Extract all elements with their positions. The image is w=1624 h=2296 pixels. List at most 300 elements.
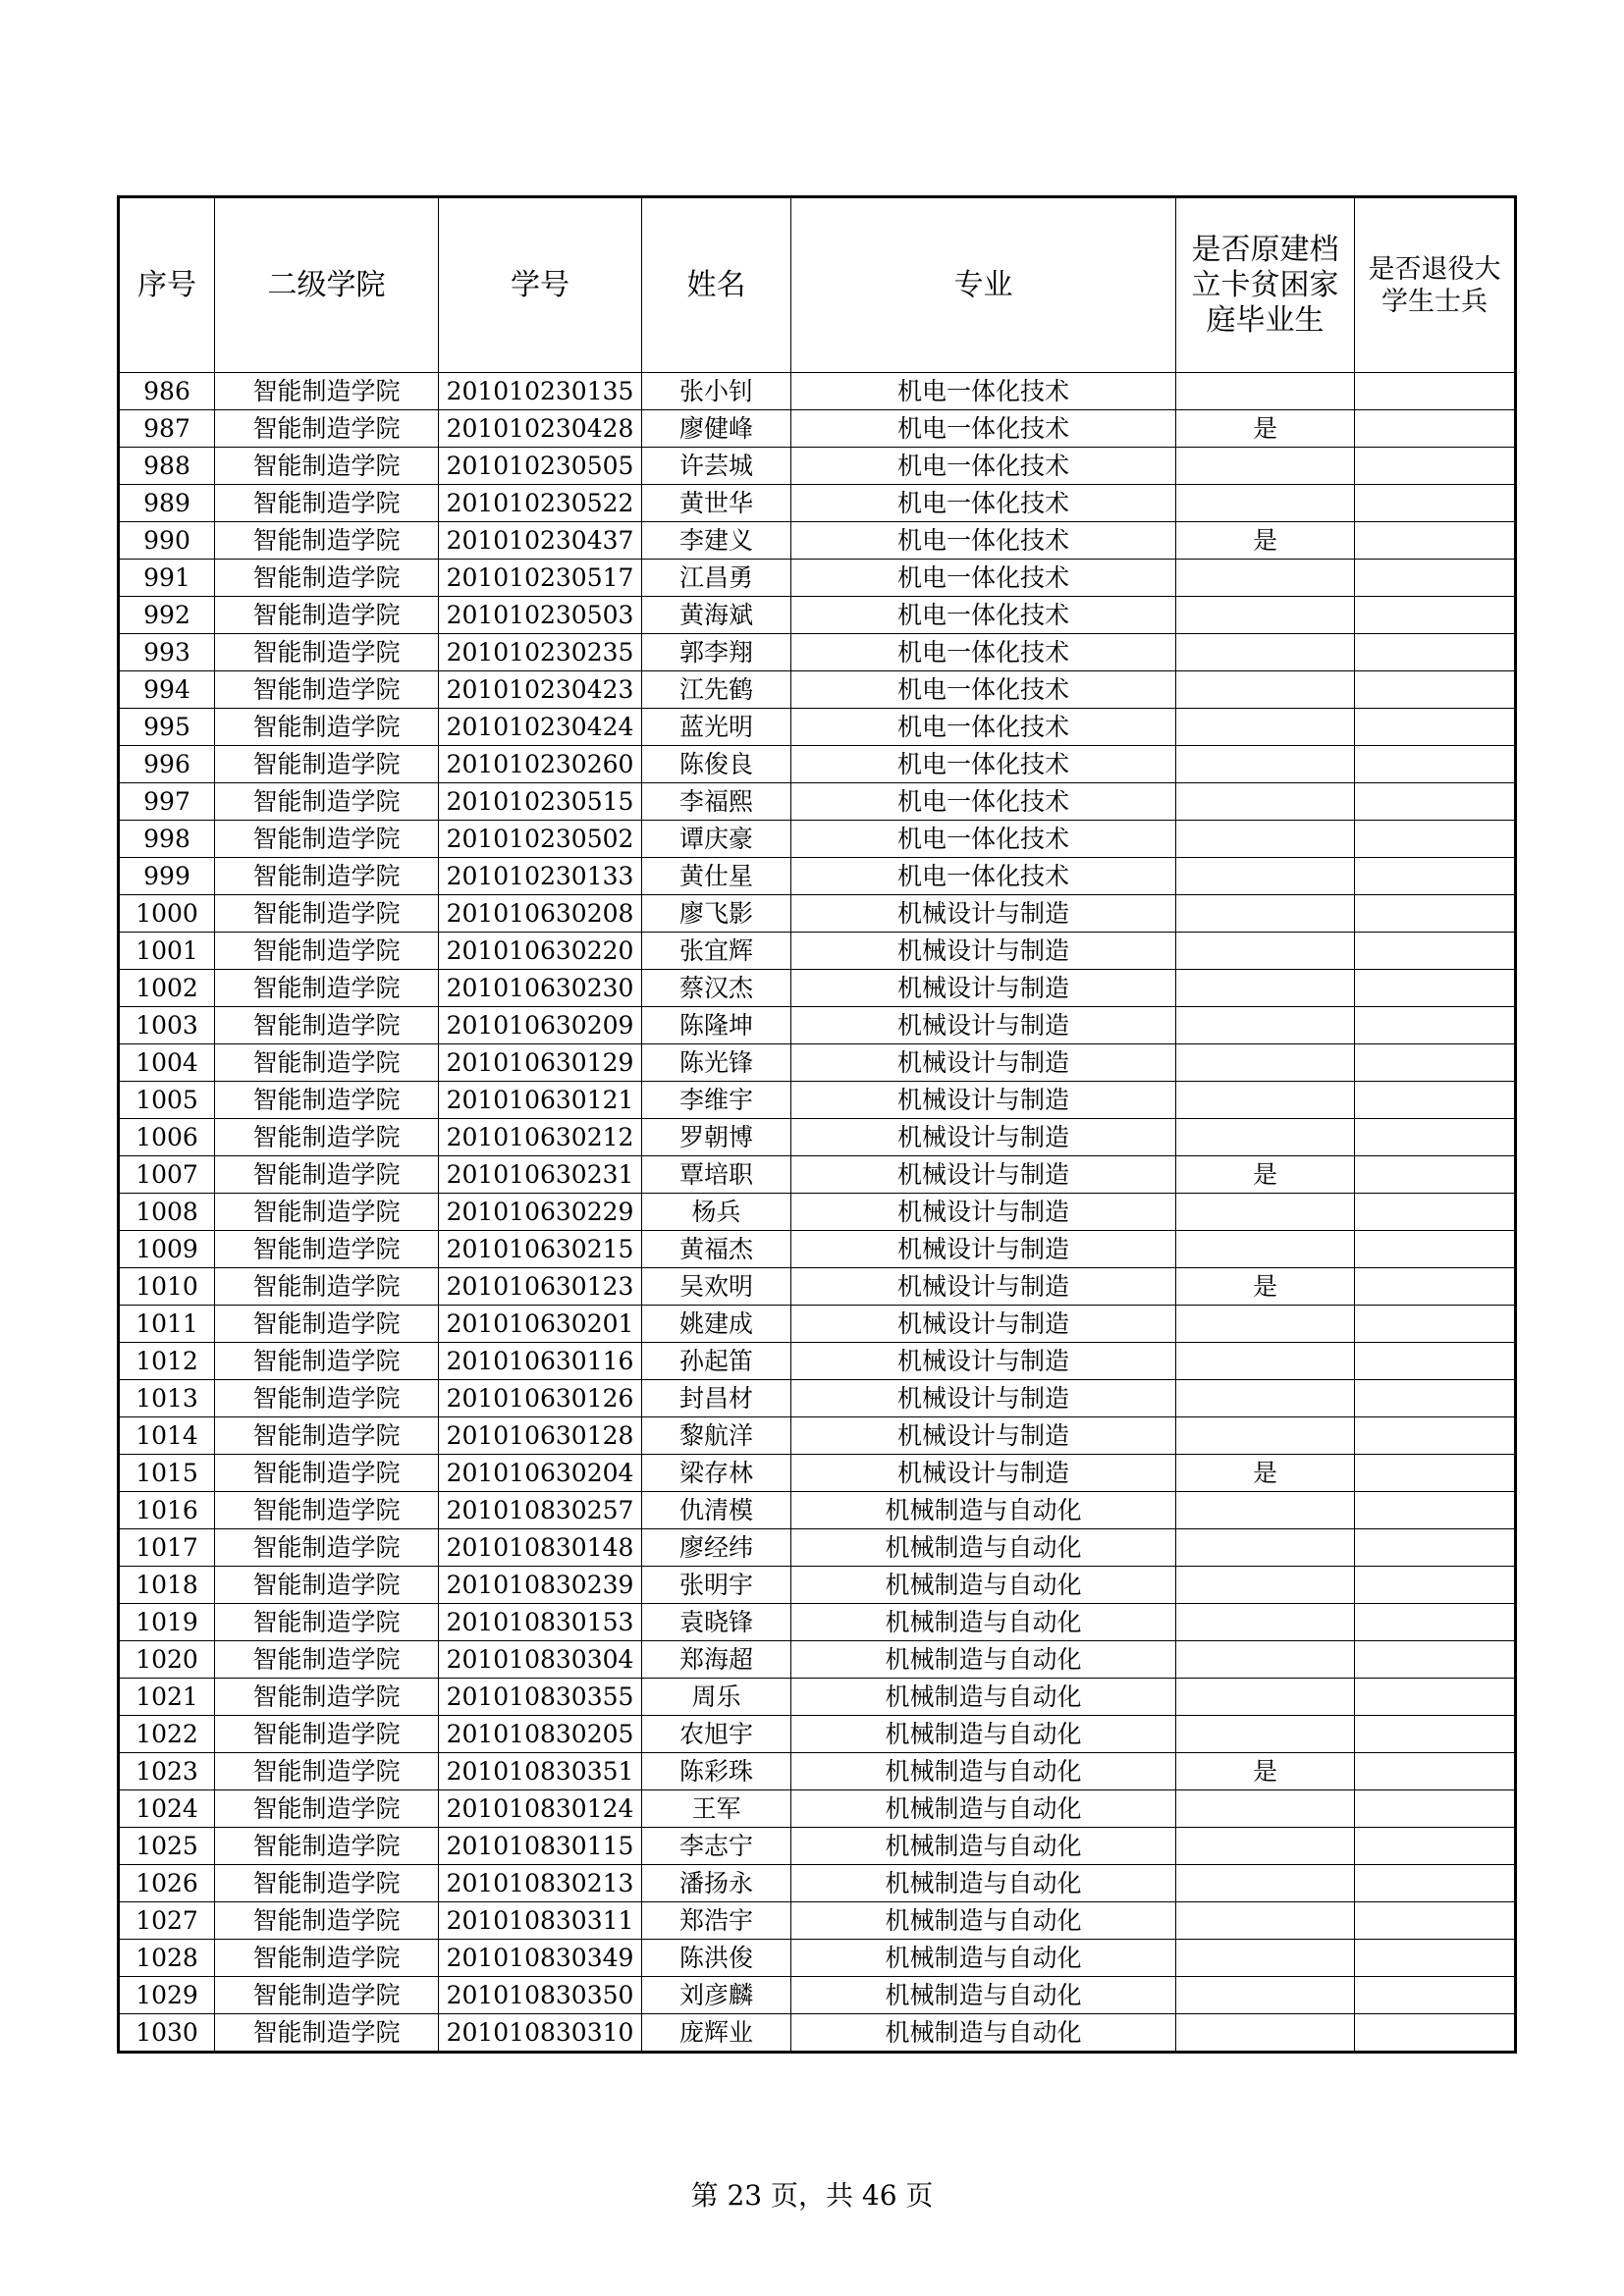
table-row — [119, 858, 1516, 895]
cell-seq: 990 — [119, 522, 215, 560]
cell-college: 智能制造学院 — [215, 1455, 439, 1492]
cell-veteran-status — [1355, 634, 1516, 671]
cell-veteran-status — [1355, 597, 1516, 634]
cell-poverty-status: 是 — [1176, 1455, 1355, 1492]
cell-name: 陈隆坤 — [642, 1007, 791, 1044]
cell-poverty-status — [1176, 1231, 1355, 1268]
cell-major: 机械设计与制造 — [791, 970, 1176, 1007]
cell-veteran-status — [1355, 1082, 1516, 1119]
cell-major: 机电一体化技术 — [791, 709, 1176, 746]
table-row — [119, 560, 1516, 597]
cell-college: 智能制造学院 — [215, 1380, 439, 1417]
cell-student-id: 201010630215 — [439, 1231, 642, 1268]
table-row — [119, 1082, 1516, 1119]
cell-seq: 1005 — [119, 1082, 215, 1119]
cell-veteran-status — [1355, 1641, 1516, 1679]
cell-name: 庞辉业 — [642, 2014, 791, 2053]
cell-major: 机电一体化技术 — [791, 373, 1176, 410]
cell-poverty-status — [1176, 895, 1355, 933]
cell-student-id: 201010830124 — [439, 1790, 642, 1828]
cell-veteran-status — [1355, 1119, 1516, 1156]
cell-name: 罗朝博 — [642, 1119, 791, 1156]
cell-name: 李福熙 — [642, 783, 791, 821]
table-row — [119, 783, 1516, 821]
cell-name: 潘扬永 — [642, 1865, 791, 1902]
cell-name: 李志宁 — [642, 1828, 791, 1865]
cell-poverty-status: 是 — [1176, 1156, 1355, 1194]
cell-college: 智能制造学院 — [215, 560, 439, 597]
cell-veteran-status — [1355, 1567, 1516, 1604]
cell-college: 智能制造学院 — [215, 1753, 439, 1790]
cell-major: 机械制造与自动化 — [791, 1567, 1176, 1604]
cell-veteran-status — [1355, 1007, 1516, 1044]
table-row — [119, 448, 1516, 485]
cell-student-id: 201010230424 — [439, 709, 642, 746]
cell-poverty-status — [1176, 1902, 1355, 1940]
cell-student-id: 201010630129 — [439, 1044, 642, 1082]
cell-college: 智能制造学院 — [215, 485, 439, 522]
cell-college: 智能制造学院 — [215, 1306, 439, 1343]
cell-poverty-status — [1176, 1417, 1355, 1455]
cell-poverty-status — [1176, 1679, 1355, 1716]
cell-veteran-status — [1355, 1194, 1516, 1231]
cell-poverty-status — [1176, 1380, 1355, 1417]
cell-student-id: 201010230517 — [439, 560, 642, 597]
table-row — [119, 1343, 1516, 1380]
cell-college: 智能制造学院 — [215, 1790, 439, 1828]
table-row — [119, 1865, 1516, 1902]
cell-seq: 995 — [119, 709, 215, 746]
cell-seq: 1028 — [119, 1940, 215, 1977]
cell-student-id: 201010830304 — [439, 1641, 642, 1679]
table-row — [119, 522, 1516, 560]
cell-poverty-status — [1176, 671, 1355, 709]
cell-seq: 1016 — [119, 1492, 215, 1529]
cell-student-id: 201010830355 — [439, 1679, 642, 1716]
cell-veteran-status — [1355, 1902, 1516, 1940]
cell-name: 许芸城 — [642, 448, 791, 485]
cell-veteran-status — [1355, 1977, 1516, 2014]
cell-seq: 1019 — [119, 1604, 215, 1641]
cell-poverty-status — [1176, 1343, 1355, 1380]
cell-veteran-status — [1355, 671, 1516, 709]
cell-seq: 1027 — [119, 1902, 215, 1940]
cell-veteran-status — [1355, 1156, 1516, 1194]
cell-poverty-status — [1176, 1977, 1355, 2014]
cell-poverty-status — [1176, 1828, 1355, 1865]
cell-name: 仇清模 — [642, 1492, 791, 1529]
cell-name: 廖健峰 — [642, 410, 791, 448]
cell-seq: 999 — [119, 858, 215, 895]
table-row — [119, 1902, 1516, 1940]
cell-major: 机电一体化技术 — [791, 634, 1176, 671]
cell-seq: 1012 — [119, 1343, 215, 1380]
cell-student-id: 201010630116 — [439, 1343, 642, 1380]
cell-seq: 992 — [119, 597, 215, 634]
cell-seq: 1023 — [119, 1753, 215, 1790]
cell-veteran-status — [1355, 522, 1516, 560]
cell-college: 智能制造学院 — [215, 970, 439, 1007]
cell-poverty-status — [1176, 1567, 1355, 1604]
cell-college: 智能制造学院 — [215, 634, 439, 671]
cell-college: 智能制造学院 — [215, 1119, 439, 1156]
cell-veteran-status — [1355, 1492, 1516, 1529]
cell-poverty-status — [1176, 1865, 1355, 1902]
cell-poverty-status — [1176, 821, 1355, 858]
cell-student-id: 201010630212 — [439, 1119, 642, 1156]
cell-veteran-status — [1355, 448, 1516, 485]
cell-name: 蔡汉杰 — [642, 970, 791, 1007]
cell-student-id: 201010630208 — [439, 895, 642, 933]
table-body — [119, 373, 1516, 2053]
table-row — [119, 1977, 1516, 2014]
table-row — [119, 1380, 1516, 1417]
cell-seq: 989 — [119, 485, 215, 522]
cell-poverty-status — [1176, 1044, 1355, 1082]
table-row — [119, 1828, 1516, 1865]
table-row — [119, 1529, 1516, 1567]
cell-name: 刘彦麟 — [642, 1977, 791, 2014]
cell-college: 智能制造学院 — [215, 671, 439, 709]
cell-seq: 1011 — [119, 1306, 215, 1343]
cell-student-id: 201010630204 — [439, 1455, 642, 1492]
cell-poverty-status: 是 — [1176, 1753, 1355, 1790]
cell-seq: 1026 — [119, 1865, 215, 1902]
cell-college: 智能制造学院 — [215, 1604, 439, 1641]
cell-poverty-status — [1176, 1529, 1355, 1567]
cell-college: 智能制造学院 — [215, 746, 439, 783]
cell-seq: 1025 — [119, 1828, 215, 1865]
cell-name: 郭李翔 — [642, 634, 791, 671]
cell-poverty-status: 是 — [1176, 1268, 1355, 1306]
cell-student-id: 201010230135 — [439, 373, 642, 410]
cell-student-id: 201010230437 — [439, 522, 642, 560]
cell-name: 李维宇 — [642, 1082, 791, 1119]
table-row — [119, 1417, 1516, 1455]
table-row — [119, 895, 1516, 933]
cell-veteran-status — [1355, 933, 1516, 970]
cell-name: 梁存林 — [642, 1455, 791, 1492]
cell-student-id: 201010630128 — [439, 1417, 642, 1455]
cell-name: 谭庆豪 — [642, 821, 791, 858]
cell-name: 江先鹤 — [642, 671, 791, 709]
cell-veteran-status — [1355, 1306, 1516, 1343]
cell-name: 周乐 — [642, 1679, 791, 1716]
cell-major: 机电一体化技术 — [791, 746, 1176, 783]
cell-student-id: 201010830115 — [439, 1828, 642, 1865]
cell-poverty-status: 是 — [1176, 410, 1355, 448]
cell-poverty-status — [1176, 1641, 1355, 1679]
cell-poverty-status — [1176, 2014, 1355, 2053]
cell-major: 机电一体化技术 — [791, 410, 1176, 448]
cell-college: 智能制造学院 — [215, 1044, 439, 1082]
cell-veteran-status — [1355, 1455, 1516, 1492]
cell-student-id: 201010630230 — [439, 970, 642, 1007]
cell-veteran-status — [1355, 2014, 1516, 2053]
cell-major: 机电一体化技术 — [791, 597, 1176, 634]
table-row — [119, 746, 1516, 783]
cell-major: 机械制造与自动化 — [791, 1641, 1176, 1679]
cell-name: 黄仕星 — [642, 858, 791, 895]
cell-student-id: 201010230428 — [439, 410, 642, 448]
graduate-roster-table — [117, 195, 1517, 2054]
cell-student-id: 201010230260 — [439, 746, 642, 783]
cell-name: 陈彩珠 — [642, 1753, 791, 1790]
cell-student-id: 201010230503 — [439, 597, 642, 634]
cell-name: 廖飞影 — [642, 895, 791, 933]
header-veteran-status: 是否退役大学生士兵 — [1355, 197, 1516, 373]
cell-name: 郑浩宇 — [642, 1902, 791, 1940]
cell-poverty-status — [1176, 1007, 1355, 1044]
cell-poverty-status — [1176, 373, 1355, 410]
cell-student-id: 201010830351 — [439, 1753, 642, 1790]
cell-name: 袁晓锋 — [642, 1604, 791, 1641]
cell-name: 郑海超 — [642, 1641, 791, 1679]
table-row — [119, 671, 1516, 709]
cell-veteran-status — [1355, 1604, 1516, 1641]
cell-college: 智能制造学院 — [215, 709, 439, 746]
cell-student-id: 201010830148 — [439, 1529, 642, 1567]
cell-major: 机械设计与制造 — [791, 1417, 1176, 1455]
cell-major: 机械制造与自动化 — [791, 1753, 1176, 1790]
cell-poverty-status — [1176, 1492, 1355, 1529]
cell-veteran-status — [1355, 560, 1516, 597]
cell-seq: 1015 — [119, 1455, 215, 1492]
cell-college: 智能制造学院 — [215, 1865, 439, 1902]
cell-veteran-status — [1355, 1753, 1516, 1790]
cell-seq: 986 — [119, 373, 215, 410]
table-row — [119, 1119, 1516, 1156]
cell-seq: 1001 — [119, 933, 215, 970]
table-row — [119, 1753, 1516, 1790]
table-row — [119, 1455, 1516, 1492]
cell-student-id: 201010830310 — [439, 2014, 642, 2053]
cell-student-id: 201010230515 — [439, 783, 642, 821]
cell-poverty-status — [1176, 1716, 1355, 1753]
cell-major: 机械设计与制造 — [791, 1044, 1176, 1082]
cell-college: 智能制造学院 — [215, 1641, 439, 1679]
header-major: 专业 — [791, 197, 1176, 373]
cell-student-id: 201010230235 — [439, 634, 642, 671]
cell-poverty-status — [1176, 933, 1355, 970]
table-row — [119, 1044, 1516, 1082]
cell-poverty-status — [1176, 560, 1355, 597]
cell-poverty-status — [1176, 485, 1355, 522]
cell-major: 机械设计与制造 — [791, 1455, 1176, 1492]
cell-seq: 987 — [119, 410, 215, 448]
cell-seq: 1003 — [119, 1007, 215, 1044]
cell-poverty-status — [1176, 1119, 1355, 1156]
cell-college: 智能制造学院 — [215, 2014, 439, 2053]
cell-poverty-status — [1176, 746, 1355, 783]
cell-student-id: 201010630229 — [439, 1194, 642, 1231]
cell-seq: 1020 — [119, 1641, 215, 1679]
cell-major: 机电一体化技术 — [791, 485, 1176, 522]
cell-veteran-status — [1355, 1417, 1516, 1455]
cell-college: 智能制造学院 — [215, 858, 439, 895]
cell-name: 陈俊良 — [642, 746, 791, 783]
cell-veteran-status — [1355, 895, 1516, 933]
cell-seq: 1004 — [119, 1044, 215, 1082]
table-row — [119, 1492, 1516, 1529]
cell-major: 机械制造与自动化 — [791, 1977, 1176, 2014]
cell-poverty-status — [1176, 970, 1355, 1007]
cell-student-id: 201010630209 — [439, 1007, 642, 1044]
cell-seq: 993 — [119, 634, 215, 671]
cell-college: 智能制造学院 — [215, 410, 439, 448]
cell-college: 智能制造学院 — [215, 895, 439, 933]
cell-student-id: 201010230522 — [439, 485, 642, 522]
cell-college: 智能制造学院 — [215, 597, 439, 634]
cell-veteran-status — [1355, 1231, 1516, 1268]
cell-major: 机电一体化技术 — [791, 858, 1176, 895]
cell-seq: 1021 — [119, 1679, 215, 1716]
cell-major: 机械制造与自动化 — [791, 1679, 1176, 1716]
cell-seq: 998 — [119, 821, 215, 858]
cell-veteran-status — [1355, 1044, 1516, 1082]
cell-name: 黄世华 — [642, 485, 791, 522]
cell-college: 智能制造学院 — [215, 1679, 439, 1716]
cell-seq: 1017 — [119, 1529, 215, 1567]
cell-student-id: 201010830153 — [439, 1604, 642, 1641]
cell-veteran-status — [1355, 1790, 1516, 1828]
table-row — [119, 410, 1516, 448]
cell-name: 封昌材 — [642, 1380, 791, 1417]
cell-college: 智能制造学院 — [215, 1977, 439, 2014]
cell-name: 廖经纬 — [642, 1529, 791, 1567]
cell-poverty-status — [1176, 634, 1355, 671]
table-row — [119, 1716, 1516, 1753]
cell-seq: 1013 — [119, 1380, 215, 1417]
cell-major: 机械制造与自动化 — [791, 1716, 1176, 1753]
cell-major: 机电一体化技术 — [791, 821, 1176, 858]
cell-seq: 1029 — [119, 1977, 215, 2014]
cell-major: 机械设计与制造 — [791, 895, 1176, 933]
cell-major: 机械设计与制造 — [791, 1007, 1176, 1044]
table-row — [119, 1231, 1516, 1268]
cell-student-id: 201010230505 — [439, 448, 642, 485]
cell-veteran-status — [1355, 783, 1516, 821]
cell-major: 机电一体化技术 — [791, 522, 1176, 560]
cell-college: 智能制造学院 — [215, 1343, 439, 1380]
cell-major: 机械制造与自动化 — [791, 1529, 1176, 1567]
cell-veteran-status — [1355, 746, 1516, 783]
cell-poverty-status — [1176, 1306, 1355, 1343]
cell-seq: 1000 — [119, 895, 215, 933]
cell-poverty-status — [1176, 1940, 1355, 1977]
cell-name: 姚建成 — [642, 1306, 791, 1343]
page-footer: 第 23 页，共 46 页 — [690, 2179, 934, 2212]
cell-veteran-status — [1355, 373, 1516, 410]
cell-seq: 1007 — [119, 1156, 215, 1194]
cell-student-id: 201010830311 — [439, 1902, 642, 1940]
cell-major: 机械制造与自动化 — [791, 2014, 1176, 2053]
cell-major: 机械设计与制造 — [791, 1156, 1176, 1194]
cell-poverty-status — [1176, 448, 1355, 485]
cell-student-id: 201010830257 — [439, 1492, 642, 1529]
cell-student-id: 201010630126 — [439, 1380, 642, 1417]
cell-major: 机械制造与自动化 — [791, 1828, 1176, 1865]
cell-name: 吴欢明 — [642, 1268, 791, 1306]
cell-student-id: 201010830349 — [439, 1940, 642, 1977]
cell-veteran-status — [1355, 1380, 1516, 1417]
cell-major: 机械设计与制造 — [791, 1343, 1176, 1380]
cell-name: 张宜辉 — [642, 933, 791, 970]
table-row — [119, 485, 1516, 522]
cell-major: 机电一体化技术 — [791, 560, 1176, 597]
cell-veteran-status — [1355, 1529, 1516, 1567]
table-row — [119, 1306, 1516, 1343]
cell-college: 智能制造学院 — [215, 1716, 439, 1753]
cell-major: 机械设计与制造 — [791, 1082, 1176, 1119]
cell-student-id: 201010230423 — [439, 671, 642, 709]
cell-seq: 997 — [119, 783, 215, 821]
cell-veteran-status — [1355, 858, 1516, 895]
cell-major: 机械制造与自动化 — [791, 1492, 1176, 1529]
cell-major: 机械制造与自动化 — [791, 1902, 1176, 1940]
table-row — [119, 970, 1516, 1007]
cell-seq: 1009 — [119, 1231, 215, 1268]
cell-major: 机电一体化技术 — [791, 671, 1176, 709]
cell-name: 孙起笛 — [642, 1343, 791, 1380]
table-row — [119, 634, 1516, 671]
table-row — [119, 933, 1516, 970]
table-row — [119, 1007, 1516, 1044]
cell-name: 江昌勇 — [642, 560, 791, 597]
cell-college: 智能制造学院 — [215, 783, 439, 821]
table-row — [119, 1940, 1516, 1977]
cell-college: 智能制造学院 — [215, 1194, 439, 1231]
cell-seq: 1002 — [119, 970, 215, 1007]
cell-veteran-status — [1355, 1865, 1516, 1902]
cell-student-id: 201010830205 — [439, 1716, 642, 1753]
cell-college: 智能制造学院 — [215, 1828, 439, 1865]
cell-major: 机械制造与自动化 — [791, 1790, 1176, 1828]
table-row — [119, 373, 1516, 410]
cell-name: 陈洪俊 — [642, 1940, 791, 1977]
cell-name: 黄海斌 — [642, 597, 791, 634]
cell-veteran-status — [1355, 485, 1516, 522]
header-seq: 序号 — [119, 197, 215, 373]
cell-seq: 1030 — [119, 2014, 215, 2053]
cell-name: 黄福杰 — [642, 1231, 791, 1268]
cell-name: 李建义 — [642, 522, 791, 560]
cell-college: 智能制造学院 — [215, 1492, 439, 1529]
cell-major: 机械制造与自动化 — [791, 1865, 1176, 1902]
cell-major: 机电一体化技术 — [791, 783, 1176, 821]
cell-major: 机械设计与制造 — [791, 1119, 1176, 1156]
cell-student-id: 201010630121 — [439, 1082, 642, 1119]
cell-name: 黎航洋 — [642, 1417, 791, 1455]
cell-poverty-status — [1176, 709, 1355, 746]
cell-college: 智能制造学院 — [215, 1268, 439, 1306]
cell-seq: 991 — [119, 560, 215, 597]
cell-college: 智能制造学院 — [215, 1940, 439, 1977]
cell-poverty-status — [1176, 858, 1355, 895]
cell-seq: 1024 — [119, 1790, 215, 1828]
cell-veteran-status — [1355, 821, 1516, 858]
cell-major: 机电一体化技术 — [791, 448, 1176, 485]
cell-seq: 1006 — [119, 1119, 215, 1156]
cell-veteran-status — [1355, 970, 1516, 1007]
cell-student-id: 201010830213 — [439, 1865, 642, 1902]
cell-seq: 988 — [119, 448, 215, 485]
cell-college: 智能制造学院 — [215, 1156, 439, 1194]
header-student-id: 学号 — [439, 197, 642, 373]
cell-major: 机械设计与制造 — [791, 933, 1176, 970]
cell-student-id: 201010630220 — [439, 933, 642, 970]
cell-college: 智能制造学院 — [215, 1567, 439, 1604]
